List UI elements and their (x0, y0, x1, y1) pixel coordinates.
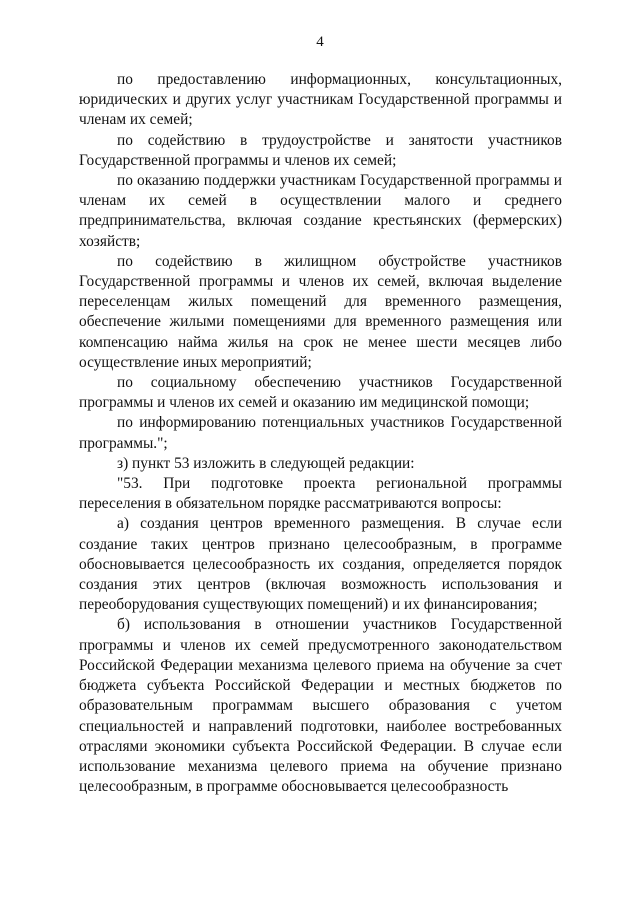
paragraph-employment: по содействию в трудоустройстве и занятости участников Государственной программы и членов их семей; (79, 131, 562, 169)
paragraph-info-services: по предоставлению информационных, консультационных, юридических и других услуг участникам Государственной программы и членам их семей; (79, 71, 562, 129)
paragraph-item-z: з) пункт 53 изложить в следующей редакции: (117, 454, 415, 472)
paragraph-informing: по информированию потенциальных участников Государственной программы."; (79, 414, 562, 452)
paragraph-point-53: "53. При подготовке проекта региональной программы переселения в обязательном порядке рассматриваются вопросы: (79, 475, 562, 513)
paragraph-subitem-b: б) использования в отношении участников Государственной программы и членов их семей предусмотренного законодательством Российской Федерации механизма целевого приема на обучение за счет бюджета субъекта Российской Федерации и местных бюджетов по образовательным программам высшего образования с учетом специальностей и направлений подготовки, наиболее востребованных отраслями экономики субъекта Российской Федерации. В случае если использование механизма целевого приема на обучение признано целесообразным, в программе обосновывается целесообразность (79, 616, 562, 796)
body-text (79, 70, 562, 797)
page-number: 4 (316, 34, 324, 50)
paragraph-housing: по содействию в жилищном обустройстве участников Государственной программы и членов их семей, включая выделение переселенцам жилых помещений для временного размещения, обеспечение жилыми помещениями для временного размещения или компенсацию найма жилья на срок не менее шести месяцев либо осуществление иных мероприятий; (79, 252, 562, 371)
paragraph-business-support: по оказанию поддержки участникам Государственной программы и членам их семей в осуществлении малого и среднего предпринимательства, включая создание крестьянских (фермерских) хозяйств; (79, 172, 562, 250)
paragraph-subitem-a: а) создания центров временного размещения. В случае если создание таких центров признано целесообразным, в программе обосновывается целесообразность их создания, определяется порядок создания этих центров (включая возможность использования и переоборудования существующих помещений) и их финансирования; (79, 515, 562, 614)
paragraph-social-security: по социальному обеспечению участников Государственной программы и членов их семей и оказанию им медицинской помощи; (79, 374, 562, 412)
